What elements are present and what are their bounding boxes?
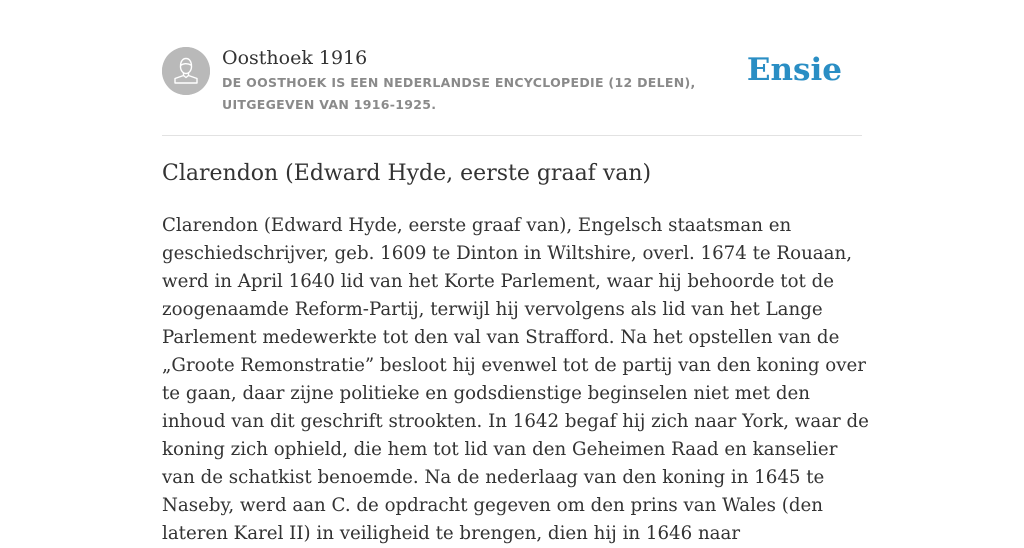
entry-body: Clarendon (Edward Hyde, eerste graaf van), Engelsch staatsman en geschiedschrijver, geb. 1609 te Dinton in Wiltshire, overl. 1674 te Rouaan, werd in April 1640 lid van het Korte Parlement, waar hij behoorde tot de zoogenaamde Reform-Partij, terwijl hij vervolgens als lid van het Lange Parlement medewerkte tot den val van Strafford. Na het opstellen van de „Groote Remonstratie” besloot hij evenwel tot de partij van den koning over te gaan, daar zijne politieke en godsdienstige beginselen niet met den inhoud van dit geschrift strookten. In 1642 begaf hij zich naar York, waar de koning zich ophield, die hem tot lid van den Geheimen Raad en kanselier van de schatkist benoemde. Na de nederlaag van den koning in 1645 te Naseby, werd aan C. de opdracht gegeven om den prins van Wales (den lateren Karel II) in veiligheid te brengen, dien hij in 1646 naar [162,215,869,544]
source-header [162,44,862,136]
ensie-logo[interactable]: Ensie [746,52,842,88]
source-description: DE OOSTHOEK IS EEN NEDERLANDSE ENCYCLOPEDIE (12 DELEN), UITGEGEVEN VAN 1916-1925. [222,75,696,112]
source-title[interactable]: Oosthoek 1916 [222,47,368,69]
user-avatar-icon[interactable] [162,47,210,95]
header-divider [162,135,862,136]
entry-title: Clarendon (Edward Hyde, eerste graaf van) [162,161,652,186]
